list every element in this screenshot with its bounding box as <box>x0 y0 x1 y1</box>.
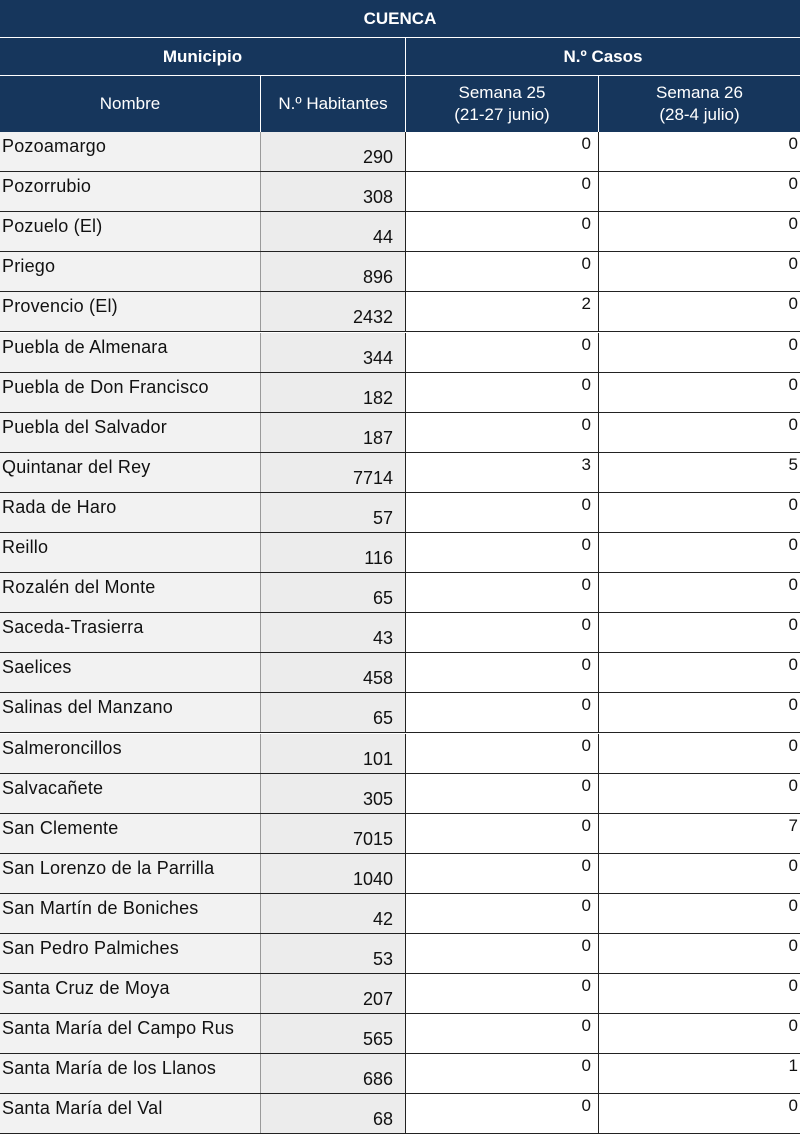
cell-semana25: 0 <box>406 653 599 692</box>
cell-semana25: 0 <box>406 1094 599 1133</box>
cell-nombre: Salmeroncillos <box>0 734 261 773</box>
cell-semana26: 0 <box>599 533 800 572</box>
cell-nombre: Pozorrubio <box>0 172 261 211</box>
cell-habitantes: 116 <box>261 533 406 572</box>
cell-habitantes: 896 <box>261 252 406 291</box>
cell-habitantes: 686 <box>261 1054 406 1093</box>
table-row <box>0 292 800 332</box>
cell-semana26: 0 <box>599 894 800 933</box>
column-header-nombre: Nombre <box>0 76 261 132</box>
table-row <box>0 172 800 212</box>
cell-semana25: 0 <box>406 132 599 171</box>
cell-habitantes: 207 <box>261 974 406 1013</box>
cell-semana26: 0 <box>599 613 800 652</box>
cell-semana26: 0 <box>599 1014 800 1053</box>
cell-habitantes: 65 <box>261 693 406 732</box>
cell-semana26: 0 <box>599 252 800 291</box>
table-row <box>0 693 800 733</box>
table-title-row <box>0 0 800 38</box>
cell-semana26: 0 <box>599 774 800 813</box>
cell-semana25: 0 <box>406 373 599 412</box>
semana25-dates: (21-27 junio) <box>454 105 550 124</box>
cell-semana25: 3 <box>406 453 599 492</box>
table-row <box>0 653 800 693</box>
cell-semana26: 1 <box>599 1054 800 1093</box>
group-header-municipio: Municipio <box>0 38 406 75</box>
cell-semana26: 0 <box>599 934 800 973</box>
cell-nombre: Salinas del Manzano <box>0 693 261 732</box>
cell-habitantes: 44 <box>261 212 406 251</box>
cell-semana26: 0 <box>599 734 800 773</box>
cell-habitantes: 2432 <box>261 292 406 331</box>
cell-habitantes: 565 <box>261 1014 406 1053</box>
cell-semana25: 0 <box>406 693 599 732</box>
table-row <box>0 774 800 814</box>
cell-semana25: 0 <box>406 934 599 973</box>
cell-semana25: 0 <box>406 613 599 652</box>
semana25-label: Semana 25 <box>458 83 546 102</box>
table-row <box>0 573 800 613</box>
table-title: CUENCA <box>363 9 437 28</box>
cell-semana26: 0 <box>599 292 800 331</box>
cell-nombre: San Pedro Palmiches <box>0 934 261 973</box>
cell-semana26: 0 <box>599 974 800 1013</box>
cell-nombre: Puebla de Don Francisco <box>0 373 261 412</box>
cell-habitantes: 42 <box>261 894 406 933</box>
cell-semana25: 0 <box>406 172 599 211</box>
cell-habitantes: 57 <box>261 493 406 532</box>
cell-semana26: 0 <box>599 132 800 171</box>
cell-nombre: San Clemente <box>0 814 261 853</box>
cell-semana26: 0 <box>599 333 800 372</box>
column-header-row <box>0 76 800 132</box>
cell-nombre: Priego <box>0 252 261 291</box>
cell-semana25: 0 <box>406 493 599 532</box>
cell-semana25: 0 <box>406 854 599 893</box>
cell-nombre: Saceda-Trasierra <box>0 613 261 652</box>
cell-semana26: 0 <box>599 1094 800 1133</box>
table-row <box>0 333 800 373</box>
cell-semana25: 0 <box>406 333 599 372</box>
cell-habitantes: 53 <box>261 934 406 973</box>
cell-semana25: 0 <box>406 252 599 291</box>
cell-nombre: Provencio (El) <box>0 292 261 331</box>
cell-semana25: 0 <box>406 573 599 612</box>
group-header-casos: N.º Casos <box>563 47 643 66</box>
table-row <box>0 894 800 934</box>
cell-semana25: 0 <box>406 774 599 813</box>
table-row <box>0 252 800 292</box>
semana26-dates: (28-4 julio) <box>659 105 740 124</box>
cell-semana25: 0 <box>406 974 599 1013</box>
cell-semana26: 7 <box>599 814 800 853</box>
table-row <box>0 132 800 172</box>
table-row <box>0 413 800 453</box>
cell-semana26: 0 <box>599 573 800 612</box>
cell-nombre: Saelices <box>0 653 261 692</box>
cell-nombre: Puebla del Salvador <box>0 413 261 452</box>
cell-habitantes: 43 <box>261 613 406 652</box>
cell-semana25: 0 <box>406 1054 599 1093</box>
cell-habitantes: 187 <box>261 413 406 452</box>
table-row <box>0 613 800 653</box>
cell-habitantes: 7015 <box>261 814 406 853</box>
cell-nombre: Pozoamargo <box>0 132 261 171</box>
cell-semana25: 0 <box>406 894 599 933</box>
cell-nombre: Santa María de los Llanos <box>0 1054 261 1093</box>
table-row <box>0 934 800 974</box>
table-row <box>0 373 800 413</box>
cell-habitantes: 65 <box>261 573 406 612</box>
cell-nombre: Santa Cruz de Moya <box>0 974 261 1013</box>
cell-semana25: 0 <box>406 1014 599 1053</box>
cell-nombre: Rada de Haro <box>0 493 261 532</box>
cell-semana25: 0 <box>406 734 599 773</box>
cell-semana26: 0 <box>599 373 800 412</box>
column-header-habitantes: N.º Habitantes <box>261 76 406 132</box>
cell-habitantes: 182 <box>261 373 406 412</box>
cell-nombre: San Lorenzo de la Parrilla <box>0 854 261 893</box>
table-row <box>0 212 800 252</box>
cell-semana25: 0 <box>406 533 599 572</box>
table-row <box>0 533 800 573</box>
table-row <box>0 1094 800 1134</box>
cell-habitantes: 290 <box>261 132 406 171</box>
cell-semana25: 2 <box>406 292 599 331</box>
cell-habitantes: 7714 <box>261 453 406 492</box>
cell-semana26: 0 <box>599 172 800 211</box>
cell-nombre: Santa María del Val <box>0 1094 261 1133</box>
table-row <box>0 493 800 533</box>
table-row <box>0 974 800 1014</box>
cell-semana26: 5 <box>599 453 800 492</box>
cell-habitantes: 305 <box>261 774 406 813</box>
table-row <box>0 854 800 894</box>
cell-semana26: 0 <box>599 693 800 732</box>
cell-habitantes: 101 <box>261 734 406 773</box>
cell-habitantes: 308 <box>261 172 406 211</box>
cell-nombre: Salvacañete <box>0 774 261 813</box>
cell-nombre: Santa María del Campo Rus <box>0 1014 261 1053</box>
cell-nombre: Rozalén del Monte <box>0 573 261 612</box>
table-row <box>0 734 800 774</box>
cell-semana25: 0 <box>406 413 599 452</box>
cell-nombre: Pozuelo (El) <box>0 212 261 251</box>
table-row <box>0 814 800 854</box>
cell-nombre: San Martín de Boniches <box>0 894 261 933</box>
cell-semana25: 0 <box>406 212 599 251</box>
semana26-label: Semana 26 <box>656 83 743 102</box>
group-header-row <box>0 38 800 76</box>
cell-semana26: 0 <box>599 653 800 692</box>
table-row <box>0 1014 800 1054</box>
cell-semana26: 0 <box>599 413 800 452</box>
cell-habitantes: 344 <box>261 333 406 372</box>
cell-semana25: 0 <box>406 814 599 853</box>
cell-semana26: 0 <box>599 854 800 893</box>
cell-nombre: Puebla de Almenara <box>0 333 261 372</box>
cell-habitantes: 1040 <box>261 854 406 893</box>
cell-habitantes: 68 <box>261 1094 406 1133</box>
cell-habitantes: 458 <box>261 653 406 692</box>
cell-semana26: 0 <box>599 493 800 532</box>
cell-semana26: 0 <box>599 212 800 251</box>
cell-nombre: Quintanar del Rey <box>0 453 261 492</box>
cell-nombre: Reillo <box>0 533 261 572</box>
table-row <box>0 1054 800 1094</box>
column-header-semana25 <box>406 76 599 132</box>
column-header-semana26 <box>599 76 800 132</box>
table-row <box>0 453 800 493</box>
